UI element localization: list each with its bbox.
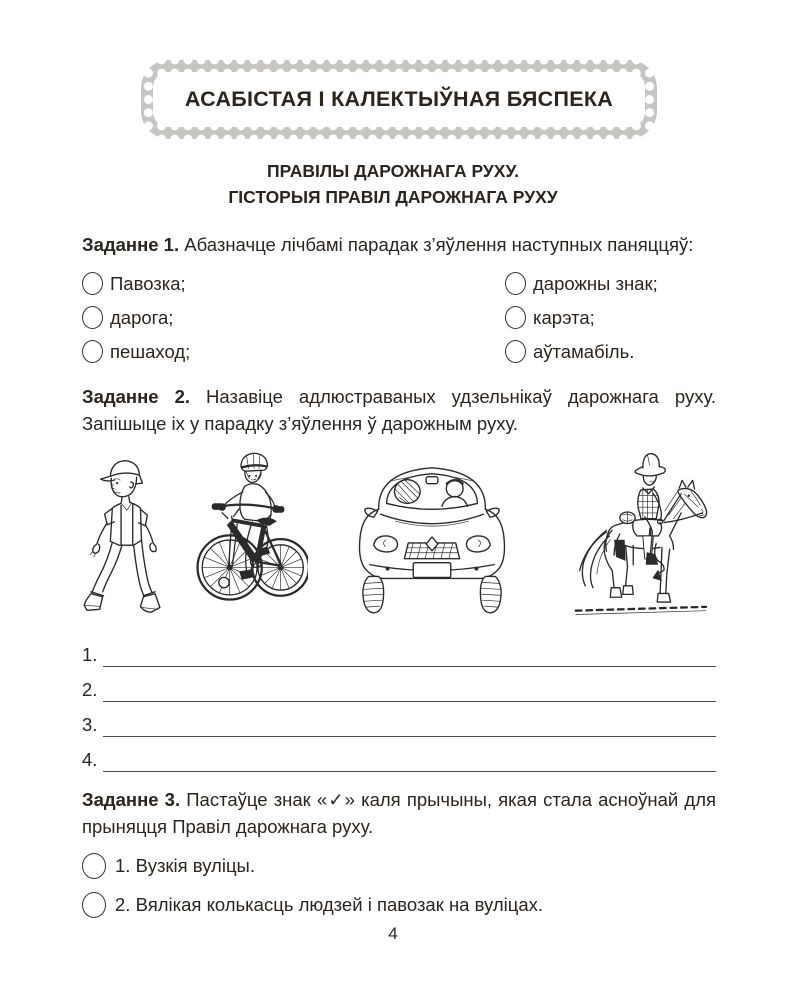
pedestrian-illustration: [82, 450, 164, 620]
list-item: [505, 340, 658, 363]
chapter-title: АСАБІСТАЯ І КАЛЕКТЫЎНАЯ БЯСПЕКА: [184, 87, 614, 111]
task3-instruction: [82, 787, 716, 840]
task3-text: Пастаўце знак «✓» каля прычыны, якая стала асноўнай для прыняцця Правіл дарожнага руху.: [82, 789, 717, 837]
task3-options: [82, 853, 543, 918]
answer-circle[interactable]: [505, 340, 526, 363]
answer-line-number: 4.: [82, 749, 98, 770]
answer-blank-line[interactable]: [103, 676, 716, 702]
chapter-banner: [141, 60, 657, 139]
task2-text: Назавіце адлюстраваных удзельнікаў дарожнага руху. Запішыце іх у парадку з’яўлення ў дарожным руху.: [82, 386, 716, 434]
option-label: дарога;: [110, 306, 174, 328]
answer-circle[interactable]: [82, 340, 103, 363]
list-item: [82, 272, 190, 295]
answer-line-number: 3.: [82, 714, 98, 735]
answer-line-3: [82, 711, 716, 737]
cyclist-illustration: [190, 448, 308, 618]
chapter-banner-inner: [153, 72, 645, 127]
task1-label: Заданне 1.: [82, 234, 180, 255]
list-item: [82, 306, 190, 329]
option-label: аўтамабіль.: [533, 340, 635, 362]
answer-line-number: 1.: [82, 644, 98, 665]
option-label: 1. Вузкія вуліцы.: [115, 855, 255, 876]
answer-circle[interactable]: [82, 853, 106, 879]
task1-text: Абазначце лічбамі парадак з’яўлення наступных паняццяў:: [184, 234, 694, 255]
answer-line-2: [82, 676, 716, 702]
answer-circle[interactable]: [82, 272, 103, 295]
answer-blank-line[interactable]: [103, 711, 716, 737]
option-label: 2. Вялікая колькасць людзей і павозак на вуліцах.: [115, 894, 544, 915]
option-label: Павозка;: [110, 272, 186, 294]
task1-options-left: [82, 272, 190, 363]
answer-line-1: [82, 641, 716, 667]
list-item: [505, 306, 658, 329]
task2-instruction: [82, 384, 716, 437]
answer-circle[interactable]: [505, 272, 526, 295]
option-label: карэта;: [533, 306, 595, 328]
section-title-line1: ПРАВІЛЫ ДАРОЖНАГА РУХУ.: [266, 161, 520, 181]
list-item: [82, 892, 543, 918]
answer-circle[interactable]: [82, 892, 106, 918]
horseback-rider-illustration: [556, 444, 722, 626]
answer-line-4: [82, 746, 716, 772]
section-title-line2: ГІСТОРЫЯ ПРАВІЛ ДАРОЖНАГА РУХУ: [228, 187, 558, 207]
task1-instruction: [82, 232, 716, 259]
answer-circle[interactable]: [82, 306, 103, 329]
list-item: [505, 272, 658, 295]
answer-blank-line[interactable]: [103, 746, 716, 772]
list-item: [82, 853, 543, 879]
answer-blank-line[interactable]: [103, 641, 716, 667]
car-with-driver-illustration: [352, 452, 512, 618]
list-item: [82, 340, 190, 363]
task3-label: Заданне 3.: [82, 789, 181, 810]
option-label: пешаход;: [110, 340, 191, 362]
option-label: дарожны знак;: [533, 272, 658, 294]
task2-label: Заданне 2.: [82, 386, 191, 407]
answer-circle[interactable]: [505, 306, 526, 329]
section-title: [0, 158, 786, 210]
task1-options-right: [505, 272, 658, 363]
page-number: 4: [388, 924, 398, 943]
answer-line-number: 2.: [82, 679, 98, 700]
